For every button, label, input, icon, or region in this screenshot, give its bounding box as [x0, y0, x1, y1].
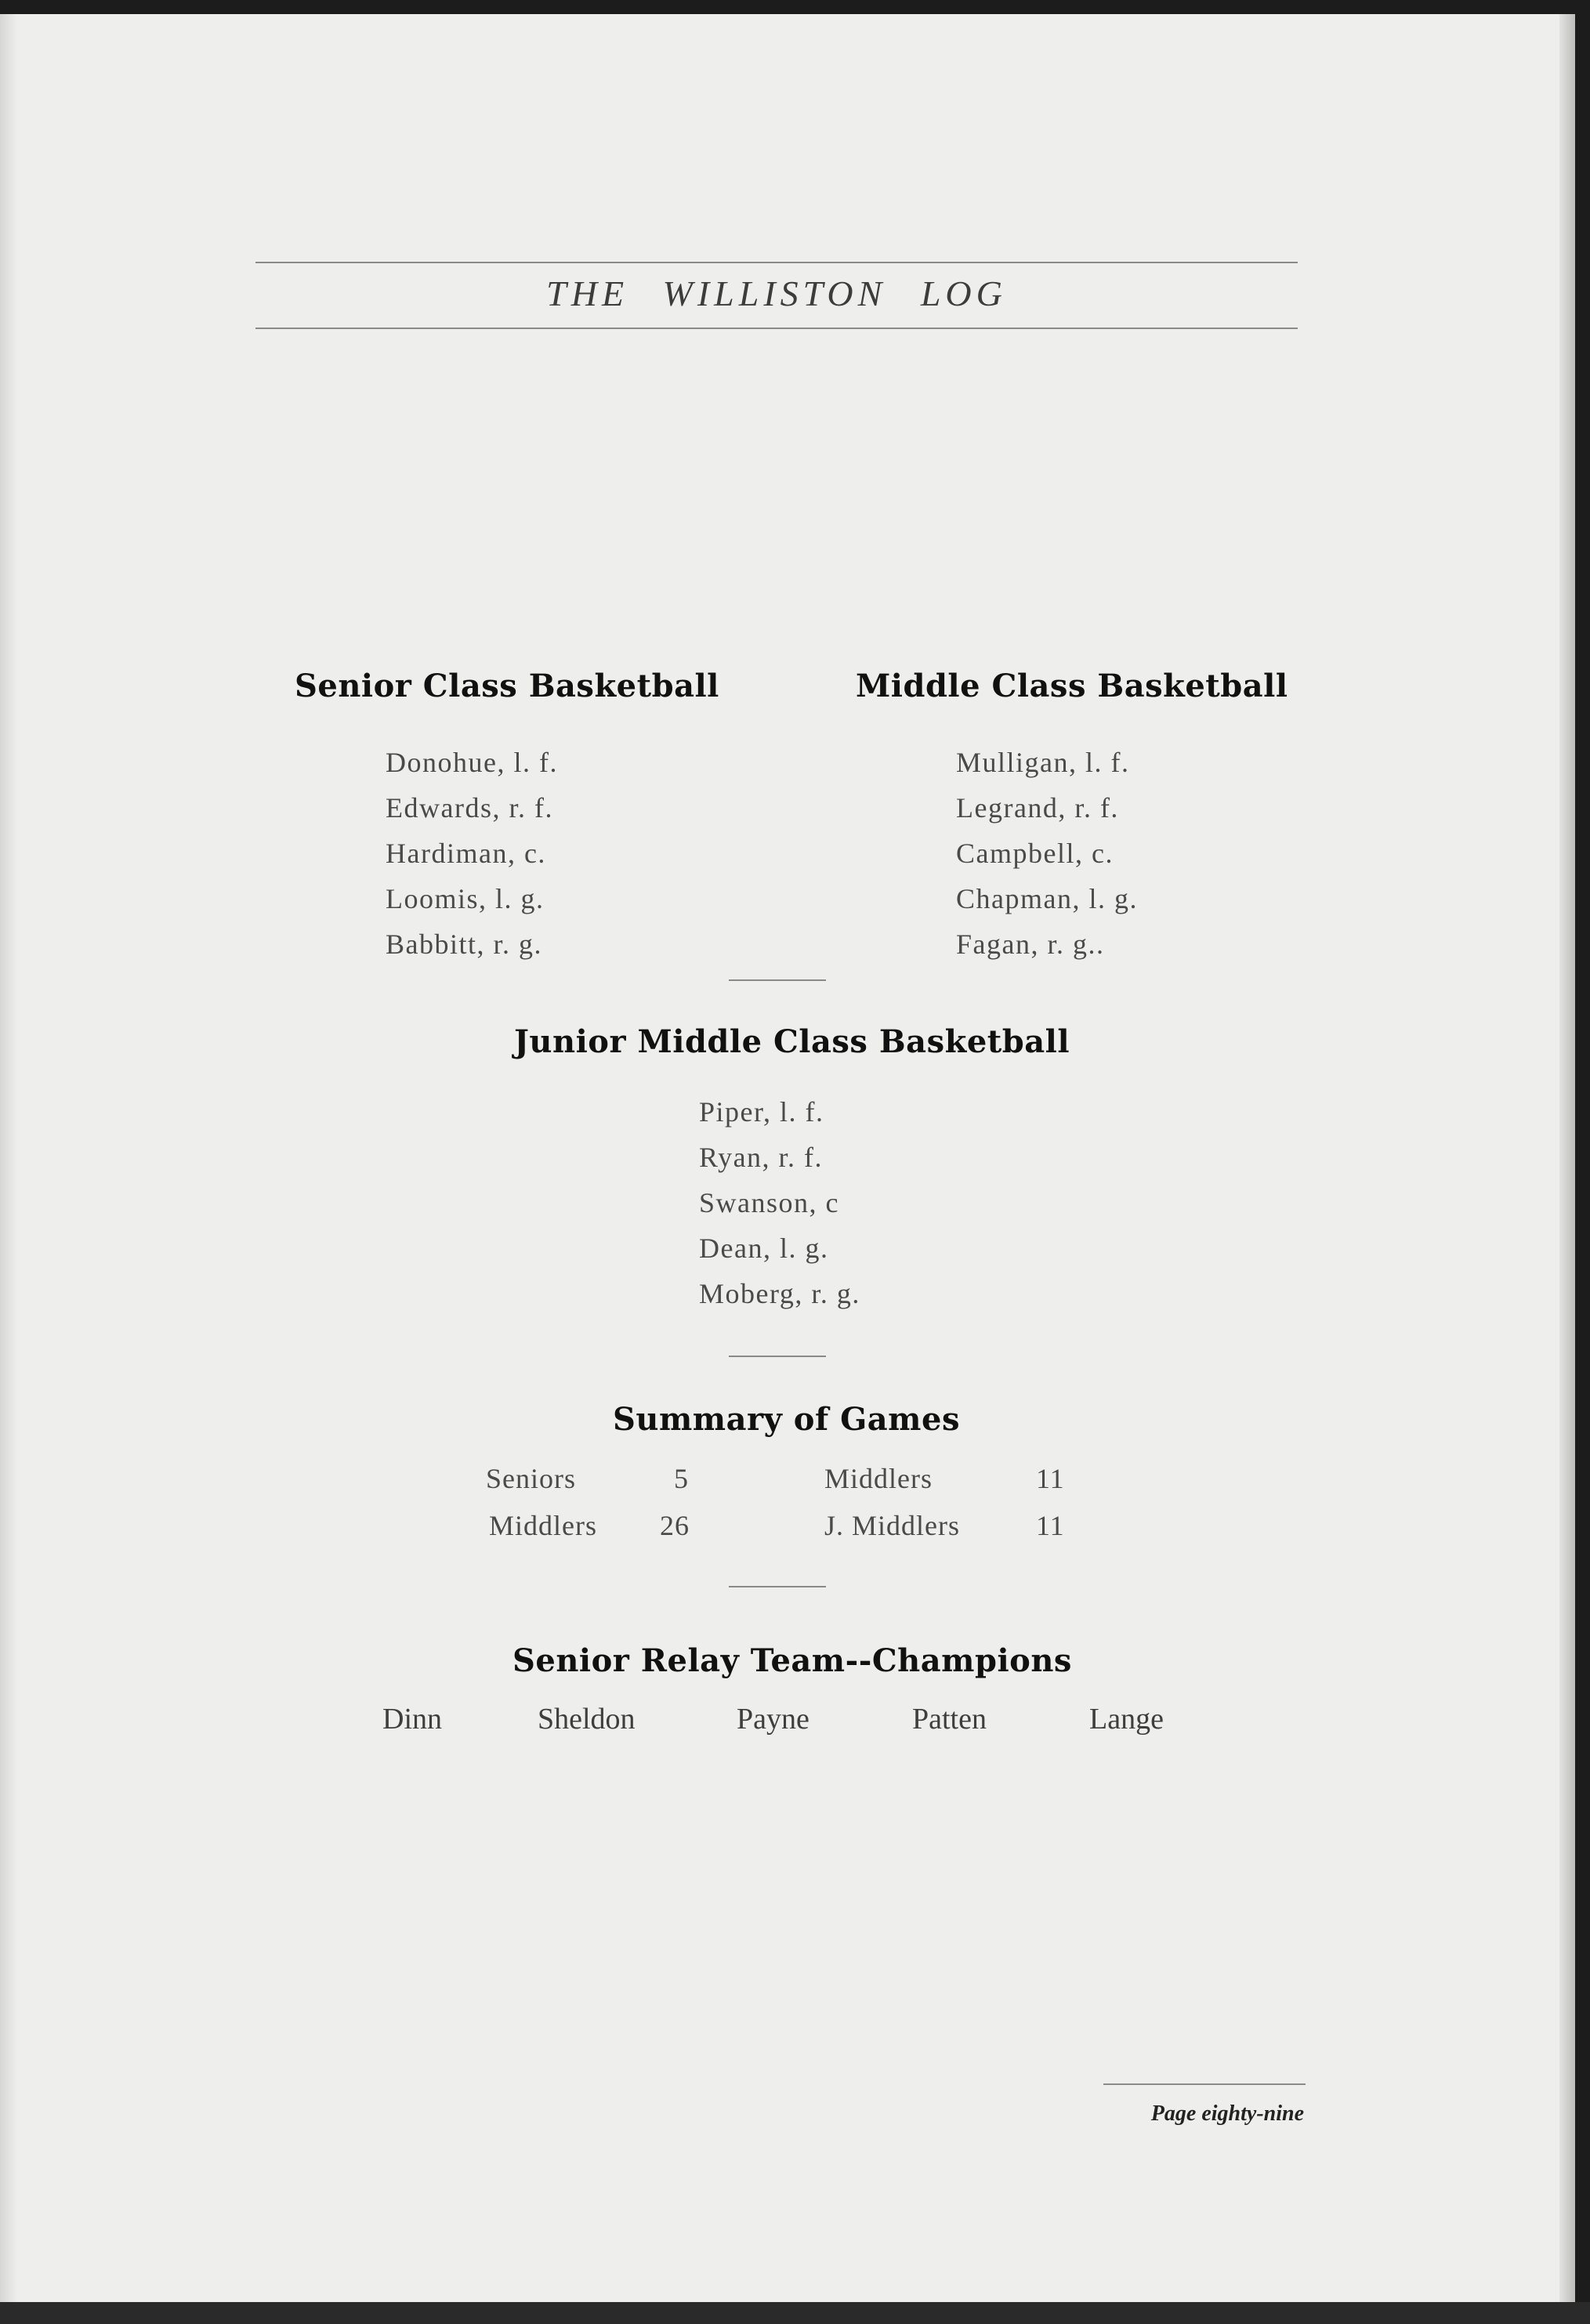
- section-divider: [729, 1586, 826, 1587]
- team-b-name: J. Middlers: [824, 1510, 960, 1541]
- senior-class-roster: [386, 740, 558, 967]
- summary-heading: Summary of Games: [613, 1401, 960, 1438]
- scan-bottom-edge: [0, 2302, 1590, 2324]
- relay-member: Dinn: [382, 1703, 442, 1736]
- team-a-name: Middlers: [489, 1510, 597, 1541]
- relay-heading: Senior Relay Team--Champions: [512, 1642, 1072, 1679]
- roster-item: Donohue, l. f.: [386, 747, 558, 778]
- roster-item: Ryan, r. f.: [699, 1142, 824, 1173]
- footer-rule: [1103, 2083, 1306, 2085]
- running-head: THE WILLISTON LOG: [546, 273, 1007, 313]
- junior-middle-class-roster: [699, 1089, 860, 1316]
- roster-item: Campbell, c.: [956, 838, 1114, 869]
- document-page: [0, 14, 1575, 2302]
- team-a-score: 5: [674, 1463, 689, 1494]
- relay-member: Lange: [1089, 1703, 1164, 1736]
- junior-middle-class-heading: Junior Middle Class Basketball: [514, 1023, 1070, 1060]
- relay-member: Sheldon: [538, 1703, 636, 1736]
- roster-item: Edwards, r. f.: [386, 792, 553, 824]
- roster-item: Fagan, r. g..: [956, 929, 1105, 960]
- roster-item: Swanson, c: [699, 1187, 839, 1218]
- section-divider: [729, 1356, 826, 1357]
- section-divider: [729, 979, 826, 981]
- relay-member: Payne: [737, 1703, 809, 1736]
- roster-item: Dean, l. g.: [699, 1233, 829, 1264]
- team-a-score: 26: [660, 1510, 690, 1541]
- middle-class-roster: [956, 740, 1138, 967]
- senior-class-heading: Senior Class Basketball: [295, 668, 719, 704]
- header-bottom-rule: [255, 328, 1298, 329]
- relay-member: Patten: [912, 1703, 987, 1736]
- team-b-score: 11: [1036, 1510, 1065, 1541]
- page-number: Page eighty-nine: [1150, 2101, 1304, 2126]
- middle-class-heading: Middle Class Basketball: [856, 668, 1288, 704]
- roster-item: Loomis, l. g.: [386, 883, 545, 914]
- team-a-name: Seniors: [486, 1463, 576, 1494]
- roster-item: Piper, l. f.: [699, 1096, 824, 1128]
- binding-gutter: [0, 14, 17, 2302]
- team-b-name: Middlers: [824, 1463, 933, 1494]
- page-edge-shadow: [1559, 14, 1575, 2302]
- roster-item: Hardiman, c.: [386, 838, 546, 869]
- roster-item: Babbitt, r. g.: [386, 929, 542, 960]
- roster-item: Legrand, r. f.: [956, 792, 1119, 824]
- roster-item: Moberg, r. g.: [699, 1278, 860, 1309]
- roster-item: Chapman, l. g.: [956, 883, 1138, 914]
- roster-item: Mulligan, l. f.: [956, 747, 1130, 778]
- team-b-score: 11: [1036, 1463, 1065, 1494]
- header-top-rule: [255, 262, 1298, 263]
